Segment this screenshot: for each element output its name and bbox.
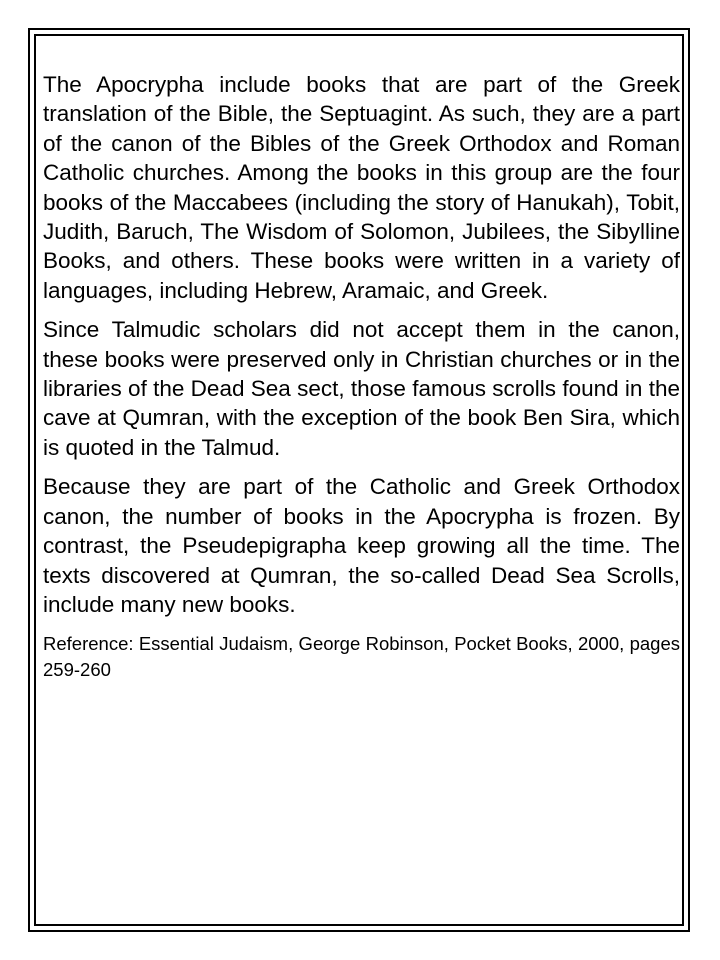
paragraph-apocrypha-intro: The Apocrypha include books that are part of the Greek translation of the Bible, the Septuagint. As such, they are a part of the canon of the Bibles of the Greek Orthodox and Roman Catholic churches. Among the books in this group are the four books of the Maccabees (including the story of Hanukah), Tobit, Judith, Baruch, The Wisdom of Solomon, Jubilees, the Sibylline Books, and others. These books were written in a variety of languages, including Hebrew, Aramaic, and Greek. <box>43 72 680 303</box>
paragraph-canon-frozen: Because they are part of the Catholic and Greek Orthodox canon, the number of books in the Apocrypha is frozen. By contrast, the Pseudepigrapha keep growing all the time. The texts discovered at Qumran, the so-called Dead Sea Scrolls, include many new books. <box>43 474 680 617</box>
reference-citation: Reference: Essential Judaism, George Robinson, Pocket Books, 2000, pages 259-260 <box>43 633 680 681</box>
document-body <box>43 70 680 683</box>
paragraph-talmudic-scholars: Since Talmudic scholars did not accept them in the canon, these books were preserved only in Christian churches or in the libraries of the Dead Sea sect, those famous scrolls found in the cave at Qumran, with the exception of the book Ben Sira, which is quoted in the Talmud. <box>43 317 680 460</box>
